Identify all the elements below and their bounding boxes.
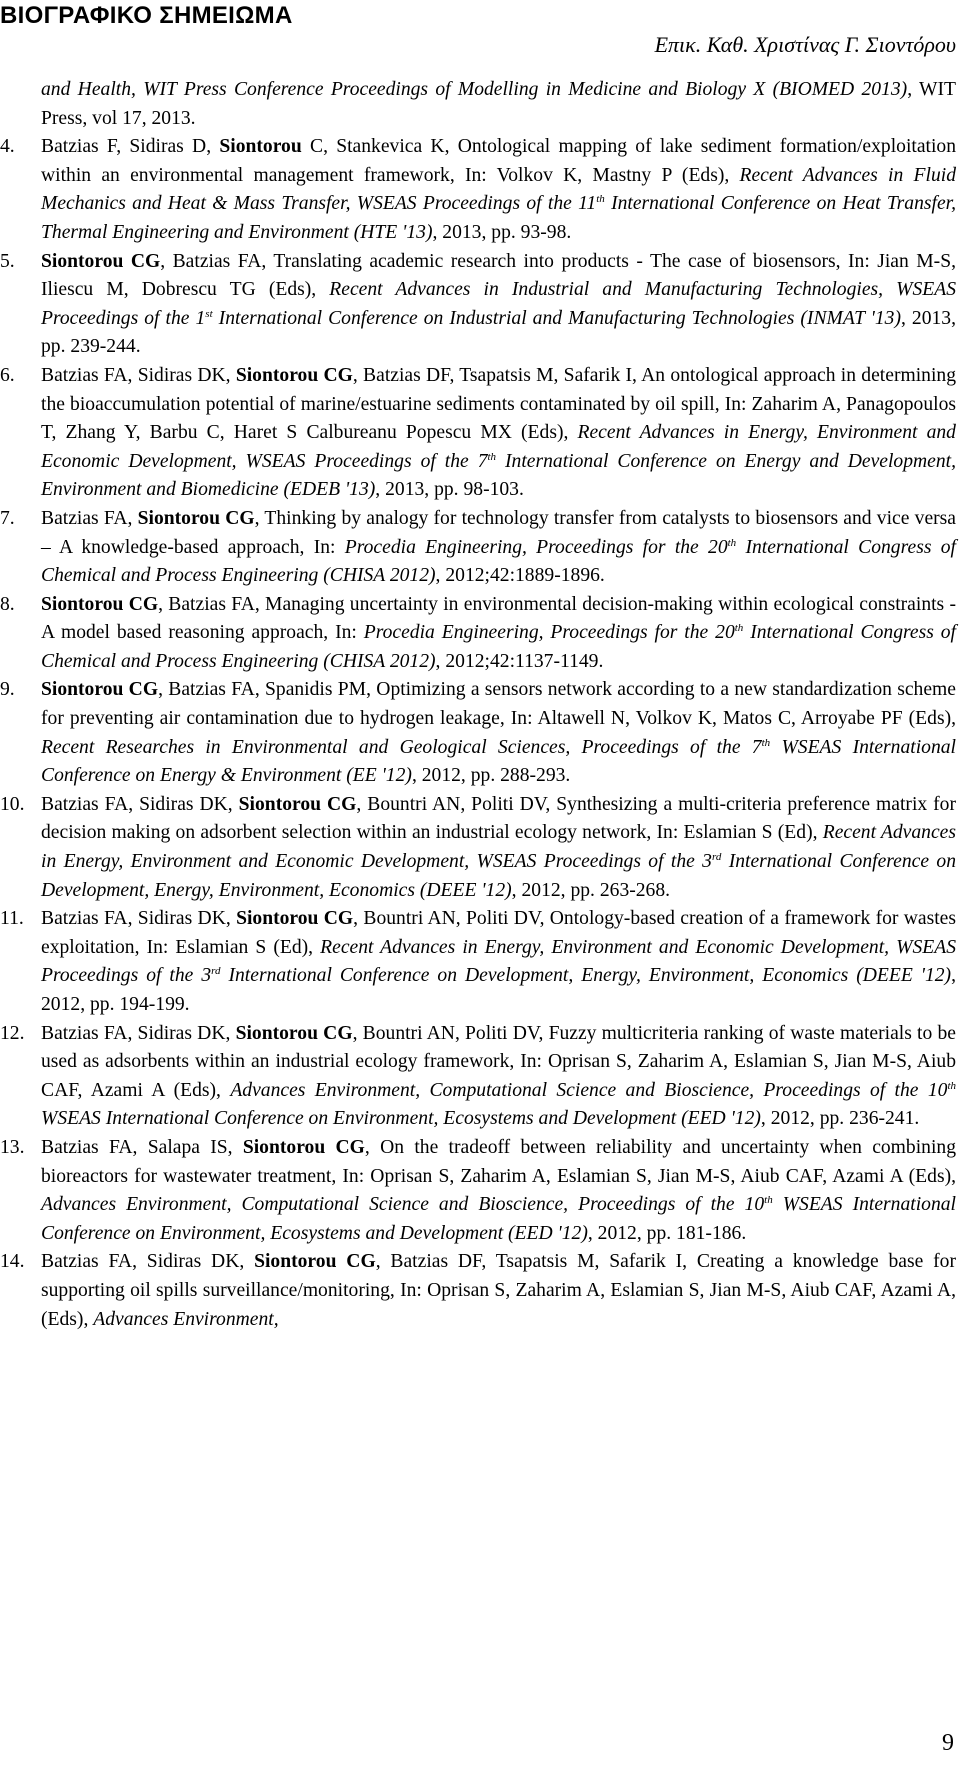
entry-number: 6. (0, 364, 15, 386)
entry-number: 4. (0, 136, 15, 158)
entry-text: Procedia Engineering, Proceedings for the 20 (344, 536, 728, 558)
entry-text: , 2012;42:1137-1149. (435, 650, 604, 672)
publication-entry (0, 248, 956, 362)
entry-text: Siontorou CG (41, 593, 159, 615)
entry-text: International Conference on Development, Energy, Environment, Economics (DEEE '12) (220, 965, 952, 987)
entry-text: th (487, 450, 497, 463)
page-number: 9 (942, 1730, 954, 1756)
publication-entry (0, 133, 957, 247)
publication-entry (0, 1248, 956, 1334)
entry-text: , 2012, pp. 263-268. (511, 879, 671, 901)
entry-text: , 2013, pp. 93-98. (432, 221, 572, 243)
entry-text: , 2013, pp. 98-103. (375, 479, 524, 501)
entry-text: Recent Advances in Industrial and Manufacturing Technologies, WSEAS Proceedings of the 1 (41, 279, 956, 329)
publication-entry (0, 905, 956, 1019)
entry-number: 14. (0, 1251, 25, 1273)
entry-text: , 2012, pp. 236-241. (760, 1108, 920, 1130)
entry-text: , 2012, pp. 288-293. (411, 765, 571, 787)
entry-text: rd (711, 851, 722, 864)
entry-text: , Batzias DF, Tsapatsis M, Safarik I, An ontological approach in determining the bioaccumulation potential of marine/estuarine sediments contaminated by oil spill, In: Zaharim A, Panagopoulos T, Zhang Y, Barbu C, Haret S Calbureanu Popescu MX (Eds), (41, 364, 956, 444)
publication-entry (0, 591, 957, 677)
entry-text: Batzias FA, Sidiras DK, (41, 908, 237, 930)
entry-text: Procedia Engineering, Proceedings for the 20 (363, 622, 735, 644)
entry-text: th (734, 622, 744, 635)
entry-text: Siontorou CG (238, 793, 357, 815)
publication-entry (0, 676, 956, 790)
entry-text: Siontorou CG (236, 908, 354, 930)
entry-text: th (596, 193, 605, 206)
entry-text: WSEAS International Conference on Environment, Ecosystems and Development (EED '12) (41, 1108, 761, 1130)
entry-text: Siontorou CG (137, 507, 255, 529)
publication-entry (0, 505, 957, 591)
entry-text: Batzias FA, Sidiras DK, (41, 1251, 255, 1273)
entry-text: , Batzias FA, Managing uncertainty in environmental decision-making within ecological constraints - A model based reasoning approach, In: (41, 593, 957, 644)
entry-text: Siontorou CG (235, 364, 353, 386)
entry-text: International Conference on Heat Transfer, Thermal Engineering and Environment (HTE '13) (41, 193, 956, 243)
entry-text: Siontorou (219, 136, 302, 158)
entry-text: Siontorou CG (235, 1022, 353, 1044)
entry-text: , Thinking by analogy for technology transfer from catalysts to biosensors and vice versa – A knowledge-based approach, In: (41, 507, 957, 558)
entry-text: Batzias FA, (41, 507, 138, 529)
entry-text: Advances Environment, Computational Science and Bioscience, Proceedings of the 10 (230, 1079, 948, 1101)
entry-text: International Congress of Chemical and Process Engineering (CHISA 2012) (41, 536, 956, 587)
entry-text: Siontorou CG (254, 1251, 376, 1273)
entry-text: st (205, 307, 213, 320)
entry-text: International Conference on Development, Energy, Environment, Economics (DEEE '12) (41, 851, 957, 901)
publication-entry (0, 362, 956, 505)
publication-entry (41, 76, 956, 133)
entry-text: WSEAS International Conference on Environment, Ecosystems and Development (EED '12) (41, 1194, 956, 1244)
entry-number: 8. (0, 593, 15, 615)
entry-text: International Conference on Industrial and Manufacturing Technologies (INMAT '13) (212, 307, 901, 329)
entry-text: Batzias FA, Sidiras DK, (41, 364, 236, 386)
entry-text: Batzias FA, Salapa IS, (41, 1136, 243, 1158)
entry-text: Recent Advances in Energy, Environment and Economic Development, WSEAS Proceedings of the 3 (41, 936, 956, 987)
entry-text: , On the tradeoff between reliability and uncertainty when combining bioreactors for wastewater treatment, In: Oprisan S, Zaharim A, Eslamian S, Jian M-S, Aiub CAF, Azami A (Eds), (41, 1136, 957, 1187)
entry-text: , 2013, pp. 239-244. (41, 307, 956, 358)
entry-text: , WIT Press, vol 17, 2013. (41, 79, 957, 129)
entry-text: Siontorou CG (242, 1136, 365, 1158)
entry-number: 10. (0, 793, 25, 815)
publication-entry (0, 1134, 957, 1248)
entry-text: , Batzias DF, Tsapatsis M, Safarik I, Creating a knowledge base for supporting oil spills surveillance/monitoring, In: Oprisan S, Zaharim A, Eslamian S, Jian M-S, Aiub CAF, Azami A, (Eds), (41, 1251, 956, 1330)
entry-text: , Batzias FA, Translating academic research into products - The case of biosensors, In: Jian M-S, Iliescu M, Dobrescu TG (Eds), (41, 250, 956, 301)
entry-text: Advances Environment, Computational Science and Bioscience, Proceedings of the 10 (41, 1194, 765, 1216)
entry-text: th (727, 536, 737, 549)
entry-text: , 2012;42:1889-1896. (435, 565, 605, 587)
entry-text: Recent Researches in Environmental and Geological Sciences, Proceedings of the 7 (41, 736, 762, 758)
entry-text: C, Stankevica K, Ontological mapping of lake sediment formation/exploitation within an environmental management framework, In: Volkov K, Mastny P (Eds), (41, 136, 957, 186)
publication-entry (0, 791, 957, 905)
entry-text: rd (211, 965, 221, 978)
entry-text: , Bountri AN, Politi DV, Ontology-based creation of a framework for wastes exploitation, In: Eslamian S (Ed), (41, 908, 956, 958)
entry-text: International Congress of Chemical and Process Engineering (CHISA 2012) (41, 622, 956, 672)
entry-text: Batzias FA, Sidiras DK, (41, 793, 239, 815)
entry-text: , 2012, pp. 181-186. (587, 1222, 747, 1244)
entry-text: Recent Advances in Energy, Environment and Economic Development, WSEAS Proceedings of the 3 (41, 822, 956, 873)
publication-list (0, 76, 957, 1334)
entry-text: Recent Advances in Energy, Environment and Economic Development, WSEAS Proceedings of the 7 (41, 422, 956, 472)
publication-entry (0, 1020, 956, 1134)
entry-text: Batzias FA, Sidiras DK, (41, 1022, 236, 1044)
entry-text: Recent Advances in Fluid Mechanics and Heat & Mass Transfer, WSEAS Proceedings of the 11 (41, 164, 956, 215)
entry-text: , Bountri AN, Politi DV, Synthesizing a multi-criteria preference matrix for decision making on adsorbent selection within an industrial ecology network, In: Eslamian S (Ed), (41, 793, 957, 844)
document-author: Επικ. Καθ. Χριστίνας Γ. Σιοντόρου (654, 32, 956, 57)
entry-text: Siontorou CG (41, 679, 159, 701)
entry-number: 13. (0, 1136, 25, 1158)
entry-text: Siontorou CG (41, 250, 161, 272)
document-title: ΒΙΟΓΡΑΦΙΚΟ ΣΗΜΕΙΩΜΑ (0, 2, 293, 29)
entry-text: Advances Environment, (93, 1308, 279, 1330)
entry-number: 12. (0, 1022, 25, 1044)
entry-number: 7. (0, 507, 15, 529)
entry-text: International Conference on Energy and Development, Environment and Biomedicine (EDEB '13) (41, 450, 956, 501)
entry-text: WSEAS International Conference on Energy & Environment (EE '12) (41, 736, 956, 787)
entry-number: 9. (0, 679, 15, 701)
entry-text: th (761, 736, 771, 749)
entry-text: , Batzias FA, Spanidis PM, Optimizing a sensors network according to a new standardization scheme for preventing air contamination due to hydrogen leakage, In: Altawell N, Volkov K, Matos C, Arroyabe PF (Eds), (41, 679, 956, 730)
entry-number: 11. (0, 908, 24, 930)
entry-text: Batzias F, Sidiras D, (41, 136, 220, 158)
entry-text: and Health, WIT Press Conference Proceedings of Modelling in Medicine and Biology X (BIOMED 2013) (41, 79, 908, 100)
entry-text: th (764, 1194, 773, 1207)
entry-text: , 2012, pp. 194-199. (41, 965, 956, 1015)
entry-number: 5. (0, 250, 15, 272)
entry-text: th (947, 1079, 956, 1092)
entry-text: , Bountri AN, Politi DV, Fuzzy multicriteria ranking of waste materials to be used as adsorbents within an industrial ecology framework, In: Oprisan S, Zaharim A, Eslamian S, Jian M-S, Aiub CAF, Azami A (Eds), (41, 1022, 956, 1101)
